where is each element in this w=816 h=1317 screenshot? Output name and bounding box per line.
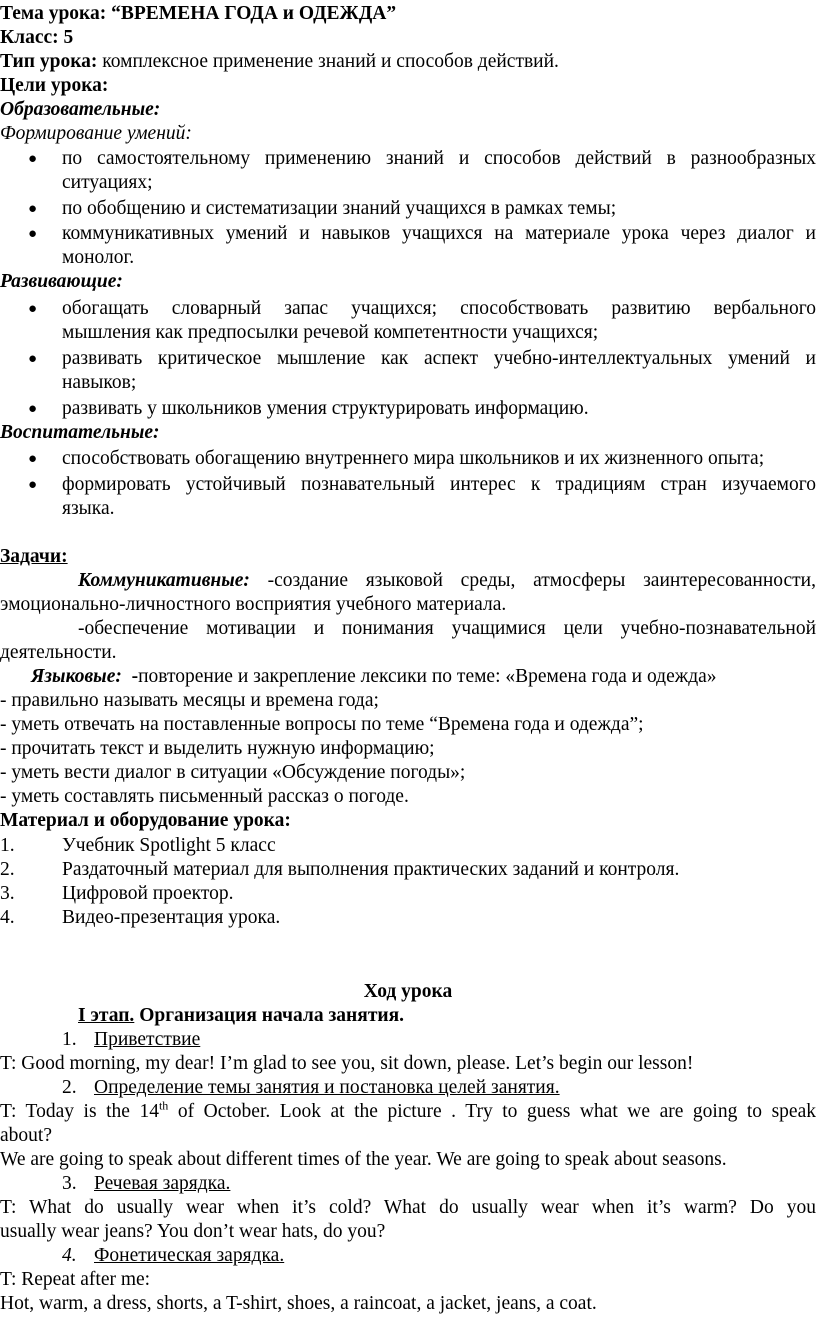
bullet-text-continued: навыков; (62, 372, 137, 393)
bullet-icon: ● (28, 477, 38, 493)
stage-label: I этап. (78, 1005, 135, 1026)
bullet-text: коммуникативных умений и навыков учащихся на материале урока через диалог и (62, 223, 816, 244)
bullet-text: обогащать словарный запас учащихся; способствовать развитию вербального (62, 298, 816, 319)
tasks-heading: Задачи: (0, 546, 68, 567)
seasons-text: We are going to speak about different times of the year. We are going to speak about seasons. (0, 1149, 727, 1170)
questions-line-2: usually wear jeans? You don’t wear hats, do you? (0, 1221, 386, 1242)
language-label: Языковые: (31, 666, 122, 687)
materials-item-number: 1. (0, 835, 15, 856)
bullet-text: по самостоятельному применению знаний и способов действий в разнообразных (62, 148, 816, 169)
lesson-type-line (0, 50, 816, 74)
developing-heading: Развивающие: (0, 271, 123, 292)
materials-heading: Материал и оборудование урока: (0, 810, 291, 831)
materials-item-number: 4. (0, 907, 15, 928)
step-number: 2. (62, 1077, 77, 1098)
motivation-text-continued: деятельности. (0, 642, 117, 663)
motivation-line: -обеспечение мотивации и понимания учащимися цели учебно-познавательной (78, 618, 816, 639)
language-text: повторение и закрепление лексики по теме: «Времена года и одежда» (138, 666, 717, 687)
step-number: 1. (62, 1029, 77, 1050)
bullet-text-continued: мышления как предпосылки речевой компетентности учащихся; (62, 322, 599, 343)
communicative-text: -создание языковой среды, атмосферы заинтересованности, (249, 570, 816, 591)
topic-value: “ВРЕМЕНА ГОДА и ОДЕЖДА” (111, 3, 397, 24)
bullet-icon: ● (28, 201, 38, 217)
communicative-line (0, 569, 816, 593)
bullet-text: формировать устойчивый познавательный интерес к традициям стран изучаемого (62, 474, 816, 495)
bullet-icon: ● (28, 451, 38, 467)
materials-item-number: 3. (0, 883, 15, 904)
materials-item-text: Учебник Spotlight 5 класс (62, 835, 276, 856)
communicative-label: Коммуникативные: (78, 570, 250, 591)
topic-label: Тема урока: (0, 3, 107, 24)
bullet-icon: ● (28, 351, 38, 367)
language-dash: - (131, 666, 139, 687)
bullet-text-continued: монолог. (62, 247, 135, 268)
task-item: - прочитать текст и выделить нужную информацию; (0, 738, 435, 759)
today-superscript: th (158, 1098, 169, 1113)
lesson-type-value: комплексное применение знаний и способов действий. (102, 51, 559, 72)
step-title: Фонетическая зарядка. (94, 1245, 285, 1266)
upbringing-heading: Воспитательные: (0, 422, 160, 443)
task-item: - уметь вести диалог в ситуации «Обсуждение погоды»; (0, 762, 466, 783)
bullet-text-continued: языка. (62, 498, 115, 519)
step-title: Определение темы занятия и постановка целей занятия. (94, 1077, 560, 1098)
materials-item-text: Раздаточный материал для выполнения практических заданий и контроля. (62, 859, 680, 880)
class-label: Класс: 5 (0, 27, 74, 48)
bullet-icon: ● (28, 401, 38, 417)
step-title: Приветствие (94, 1029, 201, 1050)
stage-title: Организация начала занятия. (134, 1005, 405, 1026)
today-line-2: about? (0, 1125, 52, 1146)
repeat-text: T: Repeat after me: (0, 1269, 151, 1290)
communicative-text-continued: эмоционально-личностного восприятия учебного материала. (0, 594, 507, 615)
today-text-continued: of October. Look at the picture . Try to guess what we are going to speak (168, 1101, 816, 1122)
materials-item-text: Цифровой проектор. (62, 883, 234, 904)
stage-line (0, 1004, 816, 1028)
bullet-text: развивать у школьников умения структурировать информацию. (62, 398, 589, 419)
step-number: 4. (62, 1245, 77, 1266)
language-line (0, 665, 816, 689)
bullet-text-continued: ситуациях; (62, 172, 153, 193)
questions-line: T: What do usually wear when it’s cold? What do usually wear when it’s warm? Do you (0, 1197, 816, 1218)
topic-line (0, 2, 816, 26)
words-text: Hot, warm, a dress, shorts, a T-shirt, shoes, a raincoat, a jacket, jeans, a coat. (0, 1293, 597, 1314)
bullet-icon: ● (28, 226, 38, 242)
lesson-type-label: Тип урока: (0, 51, 98, 72)
today-text: T: Today is the 14 (0, 1101, 159, 1122)
task-item: - правильно называть месяцы и времена года; (0, 690, 379, 711)
bullet-icon: ● (28, 301, 38, 317)
bullet-text: развивать критическое мышление как аспект учебно-интеллектуальных умений и (62, 348, 816, 369)
bullet-text: по обобщению и систематизации знаний учащихся в рамках темы; (62, 198, 617, 219)
educational-heading: Образовательные: (0, 99, 161, 120)
step-title: Речевая зарядка. (94, 1173, 231, 1194)
task-item: - уметь составлять письменный рассказ о погоде. (0, 786, 409, 807)
materials-item-number: 2. (0, 859, 15, 880)
lesson-heading: Ход урока (363, 981, 453, 1002)
task-item: - уметь отвечать на поставленные вопросы по теме “Времена года и одежда”; (0, 714, 644, 735)
educational-subheading: Формирование умений: (0, 123, 192, 144)
today-line (0, 1100, 816, 1124)
bullet-icon: ● (28, 151, 38, 167)
greeting-text: T: Good morning, my dear! I’m glad to see you, sit down, please. Let’s begin our lesson! (0, 1053, 694, 1074)
bullet-text: способствовать обогащению внутреннего мира школьников и их жизненного опыта; (62, 448, 765, 469)
step-number: 3. (62, 1173, 77, 1194)
materials-item-text: Видео-презентация урока. (62, 907, 281, 928)
goals-label: Цели урока: (0, 75, 109, 96)
